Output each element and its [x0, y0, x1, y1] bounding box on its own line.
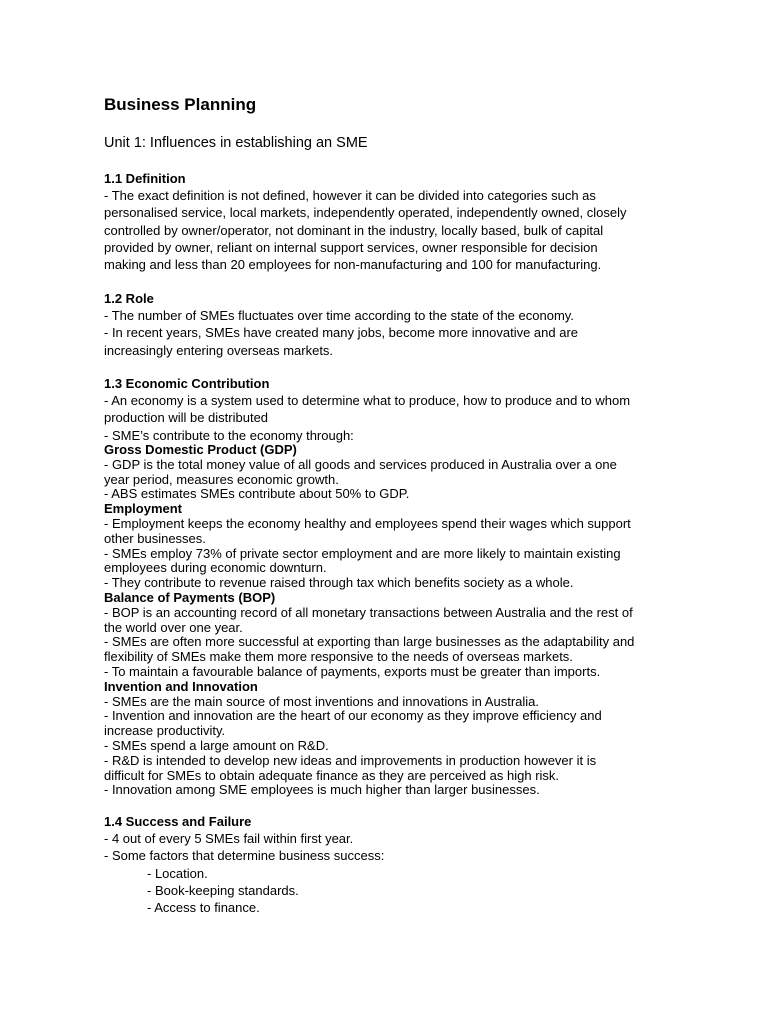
text-line: - SMEs are the main source of most inventions and innovations in Australia. — [104, 693, 539, 709]
text-line: - R&D is intended to develop new ideas and improvements in production however it is — [104, 752, 597, 768]
section-economic-contribution — [104, 375, 664, 444]
text-line: - SMEs employ 73% of private sector employment and are more likely to maintain existing — [104, 545, 621, 561]
text-line: provided by owner, reliant on internal support services, owner responsible for decision — [104, 239, 598, 255]
text-line: - To maintain a favourable balance of payments, exports must be greater than imports. — [104, 663, 601, 679]
text-line: - GDP is the total money value of all goods and services produced in Australia over a one — [104, 456, 617, 472]
section-success-failure — [104, 813, 664, 916]
section-heading: 1.3 Economic Contribution — [104, 376, 270, 391]
text-line: - 4 out of every 5 SMEs fail within first year. — [104, 831, 354, 847]
text-line: - Invention and innovation are the heart of our economy as they improve efficiency and — [104, 708, 602, 724]
text-line: - SMEs are often more successful at exporting than large businesses as the adaptability and — [104, 634, 635, 650]
text-line: - SMEs spend a large amount on R&D. — [104, 737, 329, 753]
text-line: - SME’s contribute to the economy through: — [104, 427, 354, 443]
text-line: - In recent years, SMEs have created many jobs, become more innovative and are — [104, 325, 579, 341]
text-line: year period, measures economic growth. — [104, 471, 339, 487]
text-line: - An economy is a system used to determine what to produce, how to produce and to whom — [104, 393, 631, 409]
list-item: - Location. — [147, 865, 208, 881]
text-line: the world over one year. — [104, 619, 243, 635]
subsection-heading-bop: Balance of Payments (BOP) — [104, 589, 276, 605]
text-line: - Innovation among SME employees is much higher than larger businesses. — [104, 782, 540, 798]
text-line: - They contribute to revenue raised through tax which benefits society as a whole. — [104, 575, 574, 591]
section-heading: 1.2 Role — [104, 291, 154, 306]
text-line: - The number of SMEs fluctuates over time according to the state of the economy. — [104, 308, 574, 324]
subsection-heading-innovation: Invention and Innovation — [104, 678, 258, 694]
text-line: - Some factors that determine business success: — [104, 848, 385, 864]
text-line: making and less than 20 employees for non-manufacturing and 100 for manufacturing. — [104, 257, 602, 273]
text-line: production will be distributed — [104, 410, 269, 426]
text-line: other businesses. — [104, 530, 206, 546]
section-role — [104, 290, 664, 359]
list-item: - Access to finance. — [147, 900, 260, 916]
text-line: employees during economic downturn. — [104, 560, 327, 576]
text-line: - The exact definition is not defined, however it can be divided into categories such as — [104, 188, 596, 204]
text-line: difficult for SMEs to obtain adequate finance as they are perceived as high risk. — [104, 767, 560, 783]
text-line: - ABS estimates SMEs contribute about 50% to GDP. — [104, 486, 410, 502]
document-title: Business Planning — [104, 95, 257, 114]
subsection-heading-employment: Employment — [104, 501, 183, 517]
subsection-heading-gdp: Gross Domestic Product (GDP) — [104, 442, 297, 457]
section-heading: 1.1 Definition — [104, 171, 186, 186]
text-line: personalised service, local markets, independently operated, independently owned, closely — [104, 205, 627, 221]
list-item: - Book-keeping standards. — [147, 882, 299, 898]
text-line: controlled by owner/operator, not dominant in the industry, locally based, bulk of capital — [104, 222, 604, 238]
text-line: increase productivity. — [104, 723, 226, 739]
section-definition — [104, 170, 664, 273]
text-line: flexibility of SMEs make them more responsive to the needs of overseas markets. — [104, 649, 573, 665]
unit-heading: Unit 1: Influences in establishing an SME — [104, 135, 368, 151]
text-line: increasingly entering overseas markets. — [104, 342, 334, 358]
section-heading: 1.4 Success and Failure — [104, 814, 252, 829]
text-line: - BOP is an accounting record of all monetary transactions between Australia and the rest of — [104, 604, 633, 620]
text-line: - Employment keeps the economy healthy and employees spend their wages which support — [104, 515, 631, 531]
subsections-block — [104, 443, 664, 798]
